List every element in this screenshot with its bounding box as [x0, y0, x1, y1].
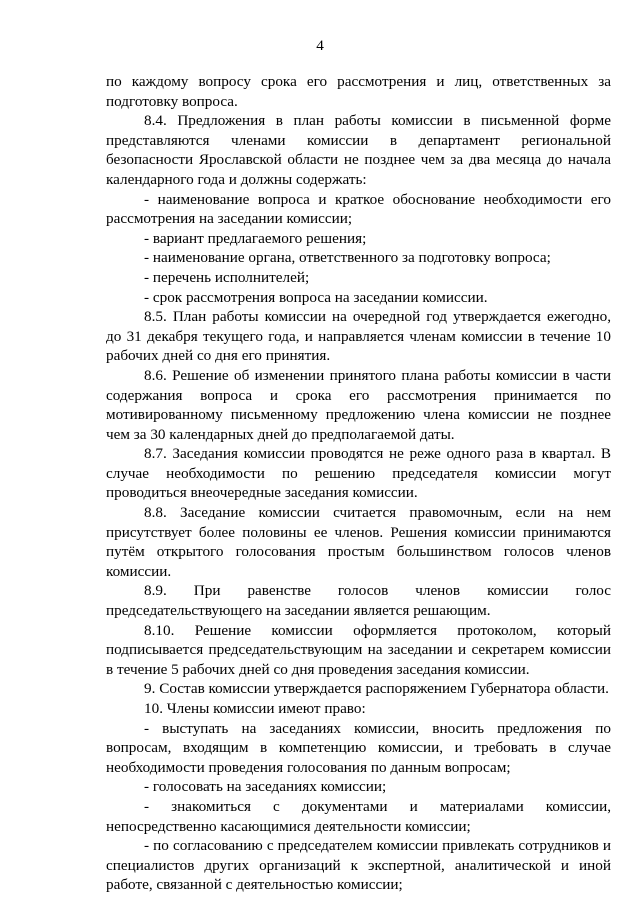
paragraph-10: 10. Члены комиссии имеют право: [144, 700, 366, 717]
paragraph-8-5: 8.5. План работы комиссии на очередной год утверждается ежегодно, до 31 декабря текущего года, и направляется членам комиссии в течение 10 рабочих дней со дня его принятия. [106, 308, 611, 365]
list-item: - вариант предлагаемого решения; [144, 229, 367, 247]
list-item: - наименование вопроса и краткое обоснование необходимости его рассмотрения на заседании комиссии; [106, 190, 611, 228]
paragraph-8-7: 8.7. Заседания комиссии проводятся не реже одного раза в квартал. В случае необходимости по решению председателя комиссии могут проводиться внеочередные заседания комиссии. [106, 445, 611, 502]
paragraph-9: 9. Состав комиссии утверждается распоряжением Губернатора области. [144, 680, 609, 698]
list-item: - наименование органа, ответственного за подготовку вопроса; [144, 249, 551, 267]
paragraph-8-10: 8.10. Решение комиссии оформляется протоколом, который подписывается председательствующим на заседании и секретарем комиссии в течение 5 рабочих дней со дня проведения заседания комиссии. [106, 621, 611, 678]
list-item: - по согласованию с председателем комиссии привлекать сотрудников и специалистов других организаций к экспертной, аналитической и иной работе, связанной с деятельностью комиссии; [106, 837, 611, 894]
paragraph-continuation: по каждому вопросу срока его рассмотрения и лиц, ответственных за подготовку вопроса. [106, 73, 611, 110]
paragraph-8-6: 8.6. Решение об изменении принятого плана работы комиссии в части содержания вопроса и срока его рассмотрения принимается по мотивированному письменному предложению члена комиссии не позднее чем за 30 календарных дней до предполагаемой даты. [106, 366, 611, 443]
document-body [106, 72, 611, 895]
paragraph-8-8: 8.8. Заседание комиссии считается правомочным, если на нем присутствует более половины ее членов. Решения комиссии принимаются путём открытого голосования простым большинством голосов членов комиссии. [106, 504, 611, 580]
list-item: - голосовать на заседаниях комиссии; [144, 778, 387, 796]
list-item: - выступать на заседаниях комиссии, вносить предложения по вопросам, входящим в компетенцию комиссии, и требовать в случае необходимости проведения голосования по данным вопросам; [106, 719, 611, 776]
page-number: 4 [316, 37, 324, 54]
list-item: - знакомиться с документами и материалами комиссии, непосредственно касающимися деятельности комиссии; [106, 797, 611, 835]
list-item: - перечень исполнителей; [144, 268, 310, 286]
list-item: - срок рассмотрения вопроса на заседании комиссии. [144, 288, 488, 306]
paragraph-8-4: 8.4. Предложения в план работы комиссии в письменной форме представляются членами комиссии в департамент региональной безопасности Ярославской области не позднее чем за два месяца до начала календарного года и должны содержать: [106, 112, 611, 188]
paragraph-8-9: 8.9. При равенстве голосов членов комиссии голос председательствующего на заседании является решающим. [106, 582, 611, 620]
